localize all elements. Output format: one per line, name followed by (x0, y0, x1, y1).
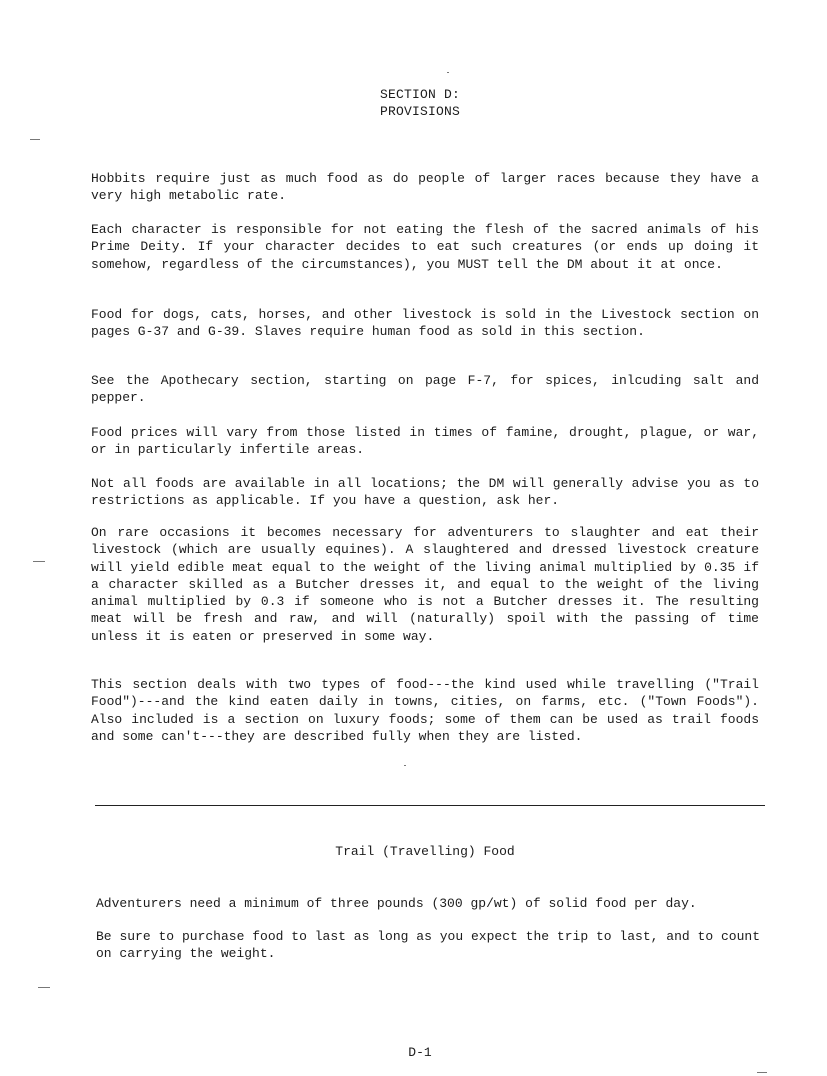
paragraph-livestock-food: Food for dogs, cats, horses, and other livestock is sold in the Livestock section on pages G-37 and G-39. Slaves require human food as sold in this section. (91, 307, 759, 340)
page-number: D-1 (408, 1045, 432, 1060)
section-title: PROVISIONS (379, 104, 460, 119)
margin-mark (33, 561, 45, 562)
paragraph-food-prices: Food prices will vary from those listed in times of famine, drought, plague, or war, or in particularly infertile areas. (91, 425, 759, 458)
paragraph-hobbits: Hobbits require just as much food as do people of larger races because they have a very high metabolic rate. (91, 171, 759, 204)
margin-mark (38, 987, 50, 988)
margin-mark (30, 139, 40, 140)
paragraph-food-types: This section deals with two types of food---the kind used while travelling ("Trail Food")---and the kind eaten daily in towns, cities, on farms, etc. ("Town Foods"). Also included is a section on luxury foods; some of them can be used as trail foods and some can't---they are described fully when they are listed. (91, 677, 759, 744)
scan-speck (404, 765, 406, 766)
section-heading (300, 86, 540, 120)
paragraph-slaughter: On rare occasions it becomes necessary for adventurers to slaughter and eat their livestock (which are usually equines). A slaughtered and dressed livestock creature will yield edible meat equal to the weight of the living animal multiplied by 0.35 if a character skilled as a Butcher dresses it, and equal to the weight of the living animal multiplied by 0.3 if someone who is not a Butcher dresses it. The resulting meat will be fresh and raw, and will (naturally) spoil with the passing of time unless it is eaten or preserved in some way. (91, 525, 759, 644)
paragraph-purchase-food: Be sure to purchase food to last as long as you expect the trip to last, and to count on carrying the weight. (96, 929, 760, 962)
trail-food-heading: Trail (Travelling) Food (335, 844, 515, 859)
section-label: SECTION D: (379, 87, 460, 102)
horizontal-rule (95, 805, 765, 806)
paragraph-apothecary: See the Apothecary section, starting on page F-7, for spices, inlcuding salt and pepper. (91, 373, 759, 406)
paragraph-minimum-food: Adventurers need a minimum of three pounds (300 gp/wt) of solid food per day. (96, 896, 697, 911)
scan-speck (757, 1072, 767, 1073)
paragraph-availability: Not all foods are available in all locations; the DM will generally advise you as to restrictions as applicable. If you have a question, ask her. (91, 476, 759, 509)
scan-speck (447, 72, 449, 73)
paragraph-sacred-animals: Each character is responsible for not eating the flesh of the sacred animals of his Prime Deity. If your character decides to eat such creatures (or ends up doing it somehow, regardless of the circumstances), you MUST tell the DM about it at once. (91, 222, 759, 272)
